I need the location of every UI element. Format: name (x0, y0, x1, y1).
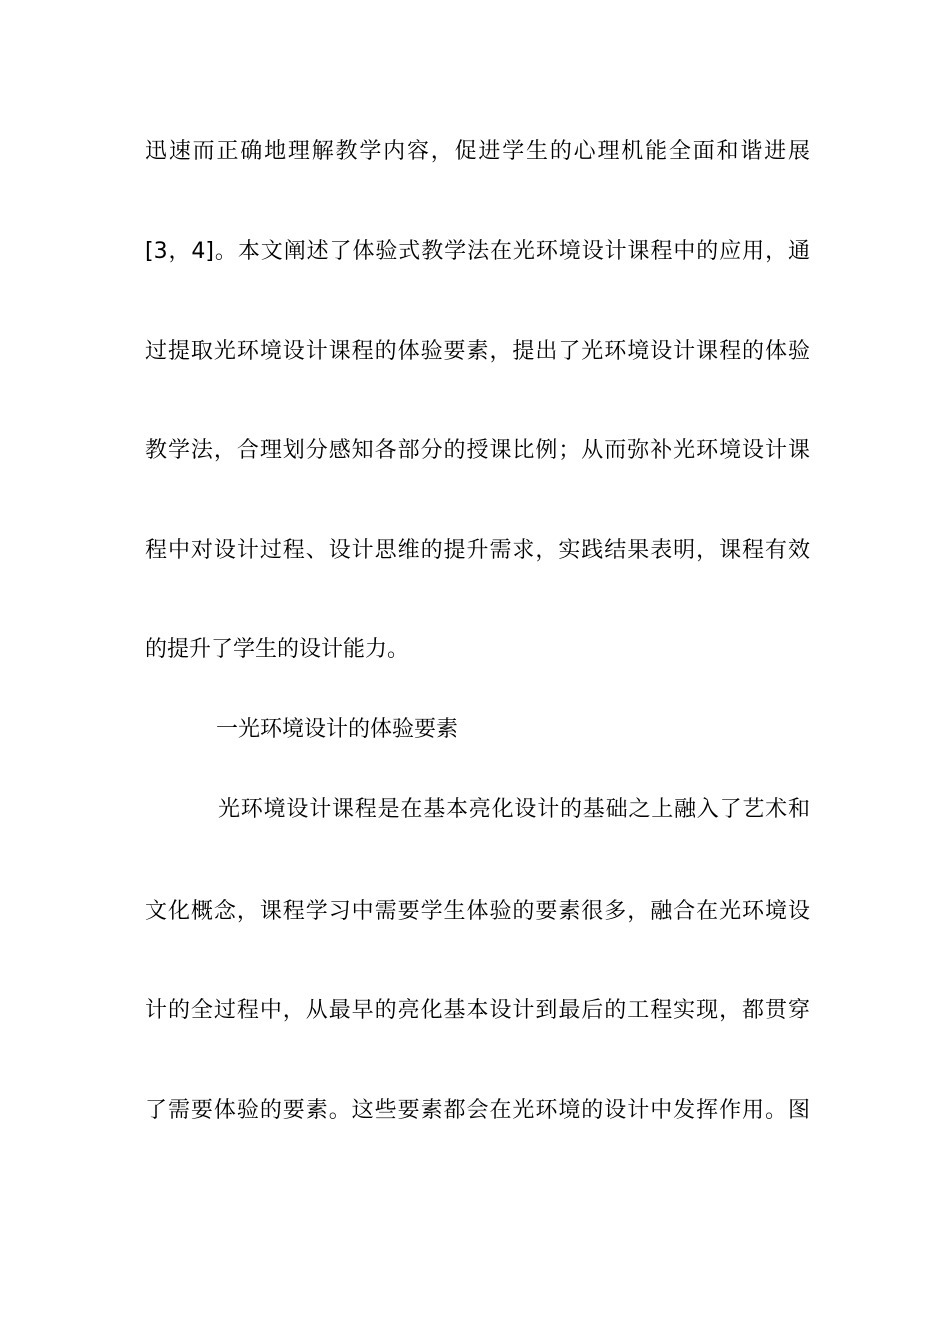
paragraph-1-line-1: 迅速而正确地理解教学内容，促进学生的心理机能全面和谐进展 (145, 139, 810, 164)
paragraph-2-line-2: 文化概念，课程学习中需要学生体验的要素很多，融合在光环境设 (145, 899, 810, 924)
paragraph-1-line-4: 教学法，合理划分感知各部分的授课比例；从而弥补光环境设计课 (145, 438, 810, 463)
paragraph-2-line-1: 光环境设计课程是在基本亮化设计的基础之上融入了艺术和 (218, 797, 810, 822)
section-heading: 一光环境设计的体验要素 (216, 717, 459, 742)
paragraph-1-line-2: [3，4]。本文阐述了体验式教学法在光环境设计课程中的应用，通 (145, 239, 810, 264)
paragraph-1-line-3: 过提取光环境设计课程的体验要素，提出了光环境设计课程的体验 (145, 339, 810, 364)
paragraph-1-line-5: 程中对设计过程、设计思维的提升需求，实践结果表明，课程有效 (145, 538, 810, 563)
paragraph-2-line-4: 了需要体验的要素。这些要素都会在光环境的设计中发挥作用。图 (145, 1098, 810, 1123)
paragraph-2-line-3: 计的全过程中，从最早的亮化基本设计到最后的工程实现，都贯穿 (145, 998, 810, 1023)
paragraph-1-line-6: 的提升了学生的设计能力。 (145, 637, 410, 662)
